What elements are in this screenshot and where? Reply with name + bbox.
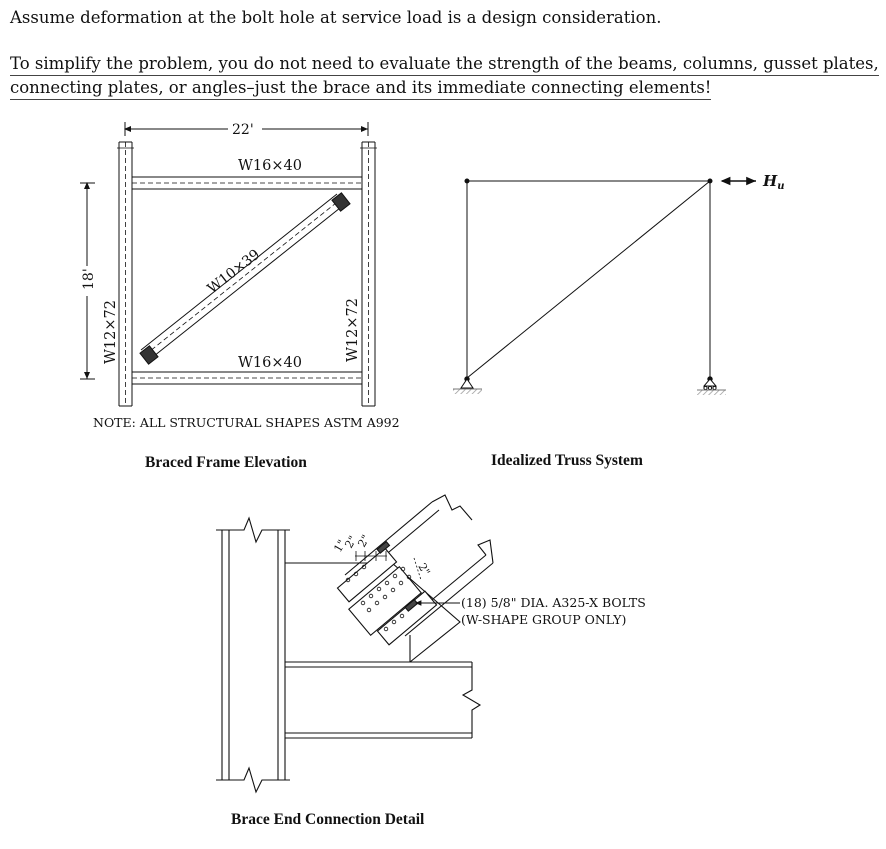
bottom-beam [132, 372, 362, 384]
lateral-load-label [762, 172, 784, 192]
bolt-callout-line1: (18) 5/8" DIA. A325-X BOLTS [461, 595, 646, 610]
dim-label-height: 18' [81, 268, 97, 290]
braced-frame-elevation [80, 122, 377, 406]
lateral-load-subscript: u [777, 181, 785, 192]
elevation-caption: Braced Frame Elevation [145, 454, 307, 471]
left-column-label: W12×72 [103, 300, 119, 364]
bolt-callout-line2: (W-SHAPE GROUP ONLY) [461, 612, 627, 627]
roller-support [697, 377, 726, 395]
dim-gage: 2" [415, 561, 433, 578]
dim-label-width: 22' [232, 122, 254, 138]
left-column [117, 142, 134, 406]
right-column-label: W12×72 [345, 298, 361, 362]
right-column [360, 142, 377, 406]
detail-caption: Brace End Connection Detail [231, 811, 425, 828]
dim-spacing-1: 2" [342, 533, 360, 551]
materials-note: NOTE: ALL STRUCTURAL SHAPES ASTM A992 [93, 415, 400, 430]
truss-caption: Idealized Truss System [491, 452, 643, 469]
intro-text-2a: To simplify the problem, you do not need to evaluate the strength of the beams, columns, gusset plates, [10, 52, 879, 76]
truss-node-top-left [465, 179, 469, 183]
intro-text-1: Assume deformation at the bolt hole at service load is a design consideration. [10, 8, 662, 27]
detail-column [216, 518, 290, 792]
lateral-load-symbol: H [763, 172, 778, 190]
idealized-truss [453, 179, 756, 395]
intro-text-2b: connecting plates, or angles–just the brace and its immediate connecting elements! [10, 76, 711, 100]
dim-edge-distance: 1" [331, 537, 349, 555]
detail-beam [285, 662, 480, 738]
pin-support [453, 377, 482, 394]
top-beam-label: W16×40 [238, 158, 302, 174]
diagonal-brace [141, 194, 345, 360]
truss-diagonal-member [467, 181, 710, 378]
brace-label: W10×39 [204, 246, 264, 298]
top-beam [132, 177, 362, 189]
truss-node-top-right [708, 179, 712, 183]
dim-spacing-2: 2" [355, 532, 373, 550]
bottom-beam-label: W16×40 [238, 355, 302, 371]
